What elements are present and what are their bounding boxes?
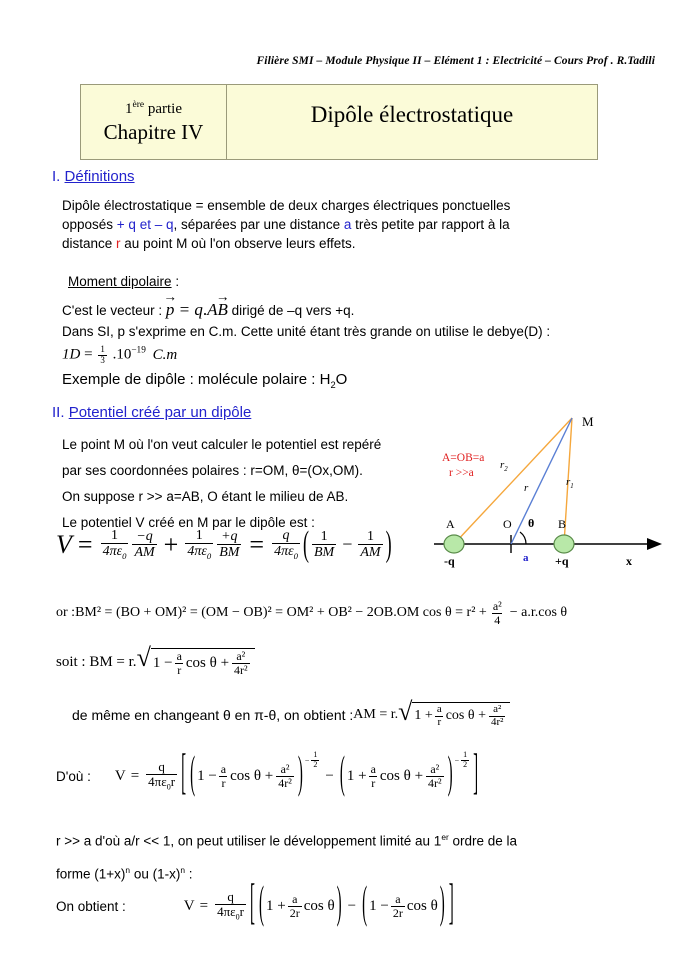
section-2-number: II. bbox=[52, 404, 65, 421]
moment-dipolaire-label: Moment dipolaire bbox=[68, 274, 172, 289]
potential-equals: = bbox=[77, 529, 93, 559]
potential-t2-num: 1 bbox=[195, 528, 203, 543]
si-unit-line: Dans SI, p s'exprime en C.m. Cette unité étant très grande on utilise le debye(D) : bbox=[62, 324, 551, 339]
obtient-minus: − bbox=[347, 897, 357, 914]
dou-q-den-sub: 0 bbox=[166, 782, 171, 792]
obtient-bracket-open: [ bbox=[250, 878, 256, 931]
am-root-a-num: a bbox=[436, 703, 442, 715]
obtient-V: V bbox=[183, 897, 195, 914]
figure-note-line-2: r >>a bbox=[449, 467, 474, 479]
vector-p-formula bbox=[166, 300, 228, 319]
limited-dev-line-1 bbox=[56, 823, 636, 856]
dou-p1-exp-minus: − bbox=[304, 755, 310, 765]
dou-p2-a2 bbox=[426, 763, 444, 790]
dou-p1-a2-num: a² bbox=[280, 761, 290, 776]
bm-root-prefix: soit : BM = r. bbox=[56, 653, 137, 670]
figure-label-theta: θ bbox=[528, 516, 535, 530]
limited-dev-line-1-text: r >> a d'où a/r << 1, on peut utiliser le développement limité au 1 bbox=[56, 833, 442, 849]
dou-coefficient bbox=[146, 760, 177, 792]
ray-r2-line bbox=[454, 418, 572, 544]
dou-paren2-open: ( bbox=[339, 750, 345, 799]
figure-label-r: r bbox=[524, 482, 529, 494]
definition-line-2-c: très petite par rapport à la bbox=[351, 217, 510, 232]
section-2-line-3: On suppose r >> a=AB, O étant le milieu de AB. bbox=[62, 489, 349, 504]
am-root-a2-over-4r2 bbox=[489, 704, 505, 729]
obtient-paren1-open: ( bbox=[259, 880, 265, 929]
axis-arrow-icon bbox=[647, 538, 662, 550]
potential-paren-close: ) bbox=[385, 523, 392, 564]
definition-line-2-a: opposés bbox=[62, 217, 117, 232]
obtient-formula bbox=[183, 878, 456, 931]
vector-A-symbol: A bbox=[207, 300, 218, 319]
definition-line-1 bbox=[62, 196, 602, 215]
obtient-formula-row bbox=[56, 878, 456, 931]
am-root-a2-num: a² bbox=[493, 703, 502, 715]
bm-squared-frac-num: a² bbox=[492, 599, 502, 613]
chapter-number: Chapitre IV bbox=[103, 120, 204, 145]
chapter-title-left bbox=[81, 85, 227, 159]
obtient-q-den bbox=[215, 904, 246, 922]
bm-root-a-num: a bbox=[176, 649, 182, 663]
theta-arc bbox=[520, 532, 526, 544]
limited-dev-line-2-a: forme (1+x) bbox=[56, 866, 126, 881]
example-line bbox=[62, 370, 347, 395]
dou-p1-exp-num: 1 bbox=[313, 750, 318, 760]
dou-p1-a2 bbox=[276, 763, 294, 790]
am-root-a-over-r bbox=[435, 704, 444, 729]
section-2-line-1: Le point M où l'on veut calculer le potentiel est repéré bbox=[62, 437, 382, 452]
vector-definition-line bbox=[62, 300, 354, 320]
figure-note-line-1: A=OB=a bbox=[442, 452, 485, 464]
potential-t1b-den: AM bbox=[134, 545, 155, 561]
limited-dev-line-1-end: ordre de la bbox=[448, 833, 518, 849]
section-heading-2 bbox=[52, 404, 251, 421]
figure-label-r1-sub: 1 bbox=[570, 483, 574, 491]
section-2-paragraph bbox=[62, 432, 412, 536]
am-root-a-den: r bbox=[437, 715, 442, 728]
potential-equals-2: = bbox=[249, 529, 265, 559]
potential-t2b-num: +q bbox=[221, 529, 238, 545]
potential-inv-bm bbox=[312, 529, 336, 560]
dou-p1-exp-den: 2 bbox=[313, 759, 318, 769]
dou-formula-row bbox=[56, 748, 480, 801]
figure-label-minus-q: -q bbox=[444, 554, 455, 568]
bm-root-cos: cos θ + bbox=[185, 654, 230, 671]
dou-paren1-open: ( bbox=[190, 750, 196, 799]
limited-development-paragraph bbox=[56, 823, 636, 888]
potential-t1b-num: −q bbox=[136, 529, 153, 545]
dou-p1-one: 1 − bbox=[197, 767, 217, 784]
dou-p2-exp-minus: − bbox=[454, 755, 460, 765]
part-label bbox=[125, 100, 182, 118]
charge-A-marker bbox=[444, 535, 464, 553]
bm-root-one: 1 − bbox=[152, 654, 173, 671]
bm-root-formula bbox=[56, 643, 255, 677]
debye-equals: = bbox=[84, 346, 93, 363]
dou-formula bbox=[114, 748, 480, 801]
running-header: Filière SMI – Module Physique II – Elément 1 : Electricité – Cours Prof . R.Tadili bbox=[256, 55, 655, 67]
am-root-sqrt bbox=[398, 697, 510, 729]
bm-squared-text: BM² = (BO + OM)² = (OM − OB)² = OM² + OB² − 2OB.OM cos θ = r² + bbox=[75, 605, 487, 621]
potential-f2-num: 1 bbox=[366, 529, 374, 545]
potential-inv-am bbox=[358, 529, 382, 560]
moment-dipolaire-colon: : bbox=[171, 274, 180, 289]
potential-term1-coeff bbox=[101, 528, 129, 561]
vector-dot: . bbox=[202, 300, 208, 319]
obtient-p1-cos: cos θ bbox=[303, 897, 335, 914]
figure-label-r1 bbox=[566, 476, 574, 490]
limited-dev-line-2-sup: n bbox=[125, 864, 131, 875]
dou-bracket-open: [ bbox=[181, 748, 187, 801]
debye-formula bbox=[62, 345, 177, 365]
example-text: Exemple de dipôle : molécule polaire : H bbox=[62, 371, 331, 388]
potential-t3-den-sub: 0 bbox=[293, 550, 298, 561]
chapter-title-box bbox=[80, 84, 598, 160]
potential-formula bbox=[56, 523, 393, 564]
vector-line-prefix: C'est le vecteur : bbox=[62, 303, 166, 318]
bm-squared-formula bbox=[56, 600, 567, 627]
debye-frac-num: 1 bbox=[100, 344, 105, 354]
potential-term3-coeff bbox=[272, 528, 300, 561]
obtient-p2-a-over-2r bbox=[391, 893, 405, 920]
section-2-title: Potentiel créé par un dipôle bbox=[68, 404, 252, 421]
bm-squared-fraction bbox=[491, 600, 504, 627]
dou-p1-a-over-r bbox=[219, 763, 228, 790]
dou-label: D'où : bbox=[56, 768, 91, 784]
definition-line-2 bbox=[62, 215, 602, 234]
figure-label-r2 bbox=[500, 459, 508, 473]
bm-root-a2-num: a² bbox=[236, 649, 246, 663]
obtient-p2-cos: cos θ bbox=[406, 897, 438, 914]
potential-f2-den: AM bbox=[360, 545, 381, 561]
figure-label-O: O bbox=[503, 517, 512, 531]
potential-t1-num: 1 bbox=[111, 528, 118, 543]
potential-t1-den-sub: 0 bbox=[122, 550, 127, 561]
dou-p2-one: 1 + bbox=[346, 767, 367, 784]
dou-p2-a-over-r bbox=[369, 763, 378, 790]
figure-label-r2-text: r bbox=[500, 459, 505, 471]
definition-line-3-a: distance bbox=[62, 236, 117, 251]
limited-dev-line-2 bbox=[56, 856, 636, 889]
chapter-title: Dipôle électrostatique bbox=[310, 102, 514, 127]
dou-p2-exp-num: 1 bbox=[463, 750, 468, 760]
obtient-p1-a-over-2r bbox=[288, 893, 302, 920]
potential-t3-den bbox=[272, 543, 300, 561]
obtient-coefficient bbox=[215, 890, 246, 922]
potential-minus: − bbox=[342, 534, 353, 555]
part-number: 1 bbox=[124, 100, 133, 117]
limited-dev-line-2-b: ou (1-x) bbox=[130, 866, 181, 881]
bm-root-a-den: r bbox=[177, 662, 182, 677]
potential-t1-den bbox=[101, 543, 129, 561]
obtient-bracket-close: ] bbox=[448, 878, 454, 931]
dou-p1-cos: cos θ + bbox=[230, 767, 274, 784]
vector-line-suffix: dirigé de –q vers +q. bbox=[227, 303, 355, 318]
dou-p2-a-num: a bbox=[370, 761, 376, 776]
obtient-paren1-close: ) bbox=[336, 880, 342, 929]
vector-equals: = bbox=[174, 300, 195, 319]
obtient-label: On obtient : bbox=[56, 898, 126, 914]
figure-label-r1-text: r bbox=[566, 476, 571, 488]
am-root-a2-den: 4r² bbox=[490, 715, 504, 728]
bm-squared-tail: − a.r.cos θ bbox=[509, 605, 568, 621]
distance-a-label: a bbox=[343, 217, 352, 232]
definition-line-3-b: au point M où l'on observe leurs effets. bbox=[120, 236, 356, 251]
potential-f1-num: 1 bbox=[320, 529, 328, 545]
figure-label-A: A bbox=[446, 517, 455, 531]
figure-label-x: x bbox=[626, 554, 632, 568]
dou-minus: − bbox=[325, 767, 334, 784]
figure-label-plus-q: +q bbox=[555, 554, 569, 568]
am-root-cos: cos θ + bbox=[445, 708, 486, 724]
debye-fraction bbox=[98, 345, 107, 365]
vector-B-symbol: B → bbox=[218, 300, 228, 319]
potential-t2-den bbox=[185, 543, 213, 561]
potential-t3-den-text: 4πε bbox=[274, 544, 294, 560]
am-root-prefix: de même en changeant θ en π-θ, on obtient : bbox=[72, 707, 354, 724]
am-root-label: AM = r. bbox=[353, 707, 399, 723]
obtient-equals: = bbox=[199, 897, 209, 914]
obtient-p1-a-num: a bbox=[292, 891, 298, 906]
obtient-paren2-close: ) bbox=[439, 880, 445, 929]
dou-p1-exponent bbox=[305, 751, 322, 769]
obtient-q-num: q bbox=[227, 889, 234, 904]
potential-t3-num: q bbox=[282, 528, 290, 543]
dou-p1-a-num: a bbox=[220, 761, 227, 776]
potential-term1-ratio bbox=[132, 529, 156, 560]
potential-term2-ratio bbox=[217, 529, 241, 560]
charge-B-marker bbox=[554, 535, 574, 553]
vector-p-symbol: p → bbox=[166, 300, 175, 319]
bm-root-a2-den: 4r² bbox=[234, 662, 248, 677]
dipole-diagram bbox=[404, 404, 685, 582]
dou-equals: = bbox=[130, 767, 140, 784]
bm-root-a2-over-4r2 bbox=[232, 650, 250, 677]
moment-dipolaire-heading bbox=[68, 272, 179, 291]
obtient-paren2-open: ( bbox=[362, 880, 368, 929]
bm-squared-frac-den: 4 bbox=[494, 612, 501, 627]
vector-q-symbol: q bbox=[194, 300, 203, 319]
dou-bracket-close: ] bbox=[473, 748, 479, 801]
definition-paragraph bbox=[62, 196, 602, 253]
figure-label-r2-sub: 2 bbox=[504, 466, 508, 474]
dou-paren1-close: ) bbox=[297, 750, 303, 799]
debye-exponent: −19 bbox=[131, 345, 146, 356]
limited-dev-line-1-sup: er bbox=[441, 832, 449, 842]
section-heading-1 bbox=[52, 168, 135, 185]
am-root-radical-icon: √ bbox=[398, 697, 413, 726]
obtient-p1-a-den: 2r bbox=[289, 905, 300, 920]
potential-t1-den-text: 4πε bbox=[102, 544, 123, 560]
limited-dev-line-2-sup2: n bbox=[180, 864, 185, 875]
dou-p2-a2-num: a² bbox=[430, 761, 440, 776]
bm-root-a-over-r bbox=[175, 650, 184, 677]
charges-label: + q et – q bbox=[116, 217, 174, 232]
obtient-p2-one: 1 − bbox=[369, 897, 389, 914]
dou-p1-a-den: r bbox=[221, 775, 226, 790]
bm-squared-prefix: or : bbox=[56, 605, 76, 621]
dou-q-den bbox=[146, 774, 177, 792]
section-2-line-2: par ses coordonnées polaires : r=OM, θ=(Ox,OM). bbox=[62, 463, 363, 478]
figure-label-a: a bbox=[523, 552, 529, 564]
potential-paren-open: ( bbox=[302, 523, 309, 564]
bm-root-sqrt bbox=[136, 643, 255, 677]
definition-line-3 bbox=[62, 234, 602, 253]
obtient-p2-a-den: 2r bbox=[392, 905, 403, 920]
dou-p1-exp-frac bbox=[311, 751, 319, 769]
dou-q-den-text: 4πε bbox=[148, 774, 167, 790]
definition-line-1-text: Dipôle électrostatique = ensemble de deux charges électriques ponctuelles bbox=[62, 198, 511, 213]
figure-label-B: B bbox=[558, 517, 567, 531]
dou-V: V bbox=[114, 767, 126, 784]
debye-mid: .10 bbox=[112, 346, 132, 363]
dou-p2-cos: cos θ + bbox=[379, 767, 424, 784]
dou-q-num: q bbox=[158, 759, 165, 774]
dou-p2-exponent bbox=[455, 751, 472, 769]
potential-t2-den-text: 4πε bbox=[187, 544, 207, 560]
dou-p2-exp-frac bbox=[461, 751, 469, 769]
example-end: O bbox=[335, 371, 348, 388]
part-word: partie bbox=[144, 100, 182, 117]
potential-plus: + bbox=[163, 529, 179, 559]
dou-p2-a2-den: 4r² bbox=[428, 775, 442, 790]
section-2-line-4: Le potentiel V créé en M par le dipôle est : bbox=[62, 515, 315, 530]
potential-term2-coeff bbox=[185, 528, 213, 561]
debye-unit: C.m bbox=[152, 346, 178, 363]
example-subscript: 2 bbox=[330, 380, 336, 390]
dou-q-den-r: r bbox=[170, 774, 176, 790]
obtient-q-den-r: r bbox=[239, 904, 245, 920]
section-1-title: Définitions bbox=[64, 168, 135, 185]
figure-label-M: M bbox=[582, 414, 594, 429]
dou-p2-a-den: r bbox=[371, 775, 376, 790]
distance-r-label: r bbox=[116, 236, 121, 251]
potential-t2-den-sub: 0 bbox=[206, 550, 212, 561]
bm-root-radicand bbox=[151, 648, 255, 677]
bm-root-radical-icon: √ bbox=[136, 643, 151, 672]
obtient-q-den-sub: 0 bbox=[235, 912, 240, 922]
obtient-p1-one: 1 + bbox=[266, 897, 286, 914]
limited-dev-line-2-end: : bbox=[184, 866, 193, 881]
debye-lhs: 1D bbox=[62, 346, 81, 363]
section-1-number: I. bbox=[52, 168, 61, 185]
potential-f1-den: BM bbox=[313, 545, 335, 561]
obtient-p2-a-num: a bbox=[395, 891, 401, 906]
part-ordinal-suffix: ère bbox=[132, 99, 145, 110]
potential-V: V bbox=[56, 529, 72, 559]
am-root-one: 1 + bbox=[414, 708, 433, 724]
definition-line-2-b: , séparées par une distance bbox=[173, 217, 344, 232]
obtient-q-den-text: 4πε bbox=[217, 904, 236, 920]
potential-t2b-den: BM bbox=[219, 545, 240, 561]
dou-p2-exp-den: 2 bbox=[463, 759, 468, 769]
debye-frac-den: 3 bbox=[100, 354, 105, 365]
dou-paren2-close: ) bbox=[447, 750, 453, 799]
am-root-formula bbox=[72, 697, 510, 729]
am-root-radicand bbox=[412, 702, 510, 729]
dou-p1-a2-den: 4r² bbox=[278, 775, 292, 790]
